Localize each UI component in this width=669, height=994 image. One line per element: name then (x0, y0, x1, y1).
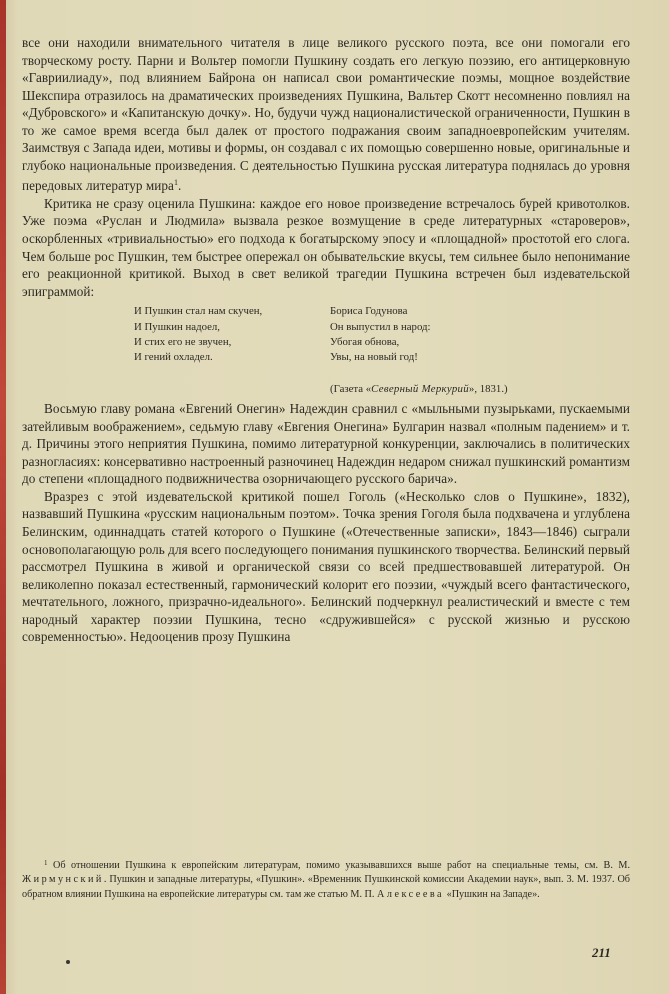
footnote-author-name: Алексеева (377, 888, 445, 900)
paragraph-1-end: . (178, 178, 182, 194)
paragraph-3: Восьмую главу романа «Евгений Онегин» Надеждин сравнил с «мыльными пузырьками, пускаемыми затейливым воображением», седьмую главу «Евгения Онегина» Булгарин назвал «полным падением» и т. д. Причины этого неприятия Пушкина, помимо литературной конкуренции, заключались в политических разногласиях: консервативно настроенный разночинец Надеждин недаром снижал пушкинский романтизм до степени «площадного подвижничества озорничающего русского барича». (22, 401, 630, 487)
poem-line: И Пушкин стал нам скучен, (134, 305, 263, 318)
footnote-text-c: «Пушкин на Западе». (446, 888, 540, 900)
main-text (22, 34, 630, 646)
poem-line: Увы, на новый год! (330, 351, 418, 364)
source-open: (Газета « (330, 383, 372, 396)
poem-left-column (134, 304, 319, 366)
paragraph-1-text: все они находили внимательного читателя в лице великого русского поэта, все они помогали его творческому росту. Парни и Вольтер помогли Пушкину создать его легкую поэзию, его антицерковную «Гавриилиаду», под влиянием Байрона он написал свои романтические поэмы, мощное воздействие Шекспира отразилось на драматических произведениях Пушкина, Вальтер Скотт несомненно повлиял на «Дубровского» и «Капитанскую дочку». Но, будучи чужд националистической ограниченности, Пушкин в то же самое время всегда был далек от простого подражания своим западноевропейским учителям. Заимствуя с Запада идеи, мотивы и формы, он создавал с их помощью совершенно новые, оригинальные и глубоко национальные произведения. С деятельностью Пушкина русская литература поднялась до уровня передовых литератур мира (22, 35, 630, 194)
footnote-text-a: Об отношении Пушкина к европейским литературам, помимо указывавшихся выше работ на специальные темы, см. В. М. (53, 860, 631, 871)
poem-source (330, 382, 508, 397)
poem-line: Он выпустил в народ: (330, 320, 431, 333)
poem-line: И стих его не звучен, (134, 336, 232, 349)
poem-line: И гений охладел. (134, 351, 213, 364)
footnote-1 (22, 856, 630, 902)
page-number: 211 (592, 945, 611, 960)
book-spine-edge (0, 0, 6, 994)
footnote-text-b: . Пушкин и западные литературы, «Пушкин». «Временник Пушкинской комиссии Академии наук», вып. 3. М. 1937. Об обратном влиянии Пушкина на европейские литературы см. там же статью М. П. (22, 874, 630, 900)
footnote-marker: 1 (44, 859, 48, 867)
print-dot (66, 960, 70, 964)
source-close: », 1831.) (468, 383, 508, 396)
footnotes (22, 856, 630, 902)
epigram-poem (134, 304, 630, 396)
paragraph-1 (22, 34, 630, 195)
footnote-author-name: Жирмунский (22, 874, 104, 886)
poem-line: Бориса Годунова (330, 305, 408, 318)
footnote-reference: 1 (173, 178, 179, 188)
poem-right-column (330, 304, 580, 366)
source-title: Северный Меркурий (371, 383, 469, 396)
poem-line: И Пушкин надоел, (134, 320, 220, 333)
poem-line: Убогая обнова, (330, 336, 400, 349)
paragraph-4: Вразрез с этой издевательской критикой пошел Гоголь («Несколько слов о Пушкине», 1832), назвавший Пушкина «русским национальным поэтом». Точка зрения Гоголя была подхвачена и углублена Белинским, одиннадцать статей которого о Пушкине («Отечественные записки», 1843—1846) сыграли основополагающую роль для всего последующего понимания пушкинского творчества. Белинский первый рассмотрел Пушкина в живой и органической связи со всей предшествовавшей литературой. Он великолепно показал естественный, гармонический колорит его поэзии, «чуждый всего фантастического, мечтательного, ложного, призрачно-идеального». Белинский подчеркнул реалистический и вместе с тем народный характер поэзии Пушкина, тесно «сдружившейся» с русской жизнью и русскою современностью». Недооценив прозу Пушкина (22, 488, 630, 645)
paragraph-2: Критика не сразу оценила Пушкина: каждое его новое произведение встречалось бурей кривотолков. Уже поэма «Руслан и Людмила» вызвала резкое возмущение в среде литературных «староверов», оскорбленных «тривиальностью» его подхода к богатырскому эпосу и «площадной» простотой его слога. Чем больше рос Пушкин, тем быстрее опережал он обывательские вкусы, тем сильнее было непонимание его реакционной критикой. Выход в свет великой трагедии Пушкина встречен был издевательской эпиграммой: (22, 195, 630, 299)
